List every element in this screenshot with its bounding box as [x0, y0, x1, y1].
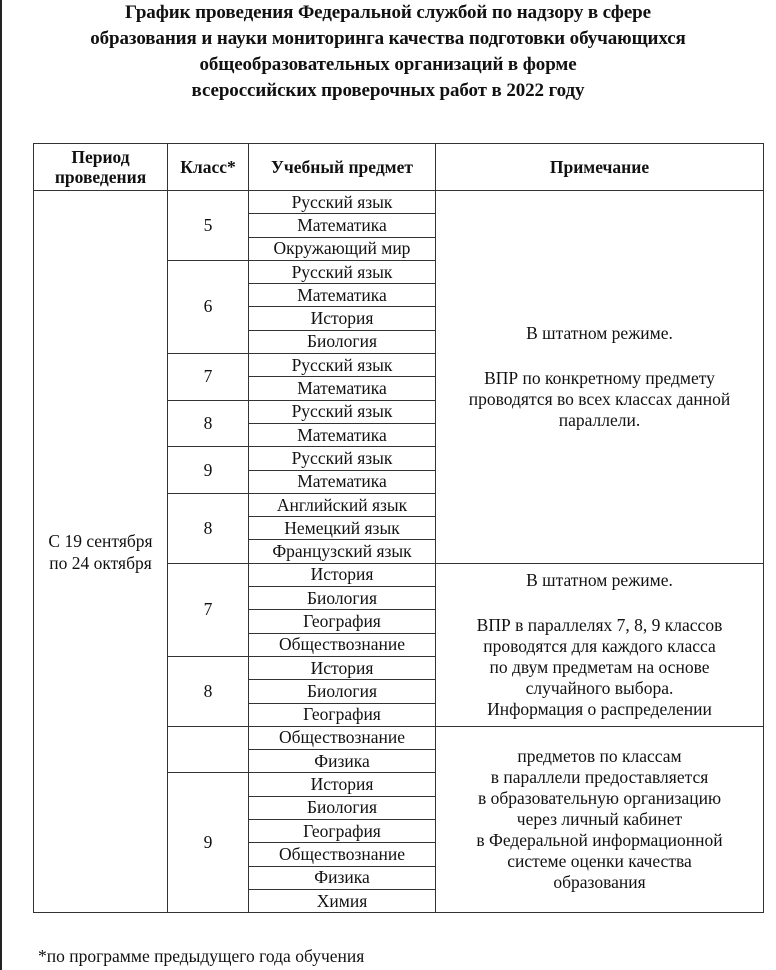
- note-line: в Федеральной информационной: [476, 830, 723, 851]
- header-class: Класс*: [168, 144, 249, 191]
- note-line: Информация о распределении: [487, 698, 712, 719]
- subject-cell: Обществознание: [249, 843, 436, 866]
- subject-cell: Физика: [249, 750, 436, 773]
- note-line: случайного выбора.: [525, 677, 674, 698]
- subject-cell: Русский язык: [249, 400, 436, 423]
- subject-cell: История: [249, 773, 436, 796]
- header-subject: Учебный предмет: [249, 144, 436, 191]
- subject-cell: Математика: [249, 214, 436, 237]
- note-line: В штатном режиме.: [526, 323, 673, 344]
- subject-cell: Немецкий язык: [249, 517, 436, 540]
- note-line: через личный кабинет: [516, 809, 683, 830]
- header-note: Примечание: [436, 144, 764, 191]
- subject-cell: История: [249, 307, 436, 330]
- footnote: *по программе предыдущего года обучения: [38, 946, 365, 966]
- table-row: [34, 191, 764, 214]
- subject-cell: Обществознание: [249, 726, 436, 749]
- subject-cell: Русский язык: [249, 260, 436, 283]
- note-line: предметов по классам: [517, 746, 682, 767]
- note-line: В штатном режиме.: [526, 569, 673, 590]
- note-cell-distribution-info: [436, 726, 764, 912]
- subject-cell: География: [249, 610, 436, 633]
- title-line-2: образования и науки мониторинга качества подготовки обучающихся: [90, 28, 686, 49]
- note-line: в образовательную организацию: [477, 788, 722, 809]
- class-cell: 8: [168, 656, 249, 726]
- subject-cell: Русский язык: [249, 447, 436, 470]
- class-cell: 5: [168, 191, 249, 261]
- subject-cell: Биология: [249, 680, 436, 703]
- class-cell: 9: [168, 773, 249, 913]
- title-line-4: всероссийских проверочных работ в 2022 году: [191, 80, 585, 101]
- title-line-3: общеобразовательных организаций в форме: [199, 54, 577, 75]
- subject-cell: Химия: [249, 889, 436, 912]
- class-cell: 8: [168, 400, 249, 447]
- class-cell: 8: [168, 493, 249, 563]
- subject-cell: Математика: [249, 377, 436, 400]
- subject-cell: История: [249, 656, 436, 679]
- subject-cell: Математика: [249, 423, 436, 446]
- note-line: системе оценки качества: [507, 851, 692, 872]
- subject-cell: Математика: [249, 470, 436, 493]
- note-line: образования: [553, 872, 646, 893]
- subject-cell: Биология: [249, 330, 436, 353]
- class-cell: 9: [168, 447, 249, 494]
- note-line: по двум предметам на основе: [489, 656, 710, 677]
- subject-cell: История: [249, 563, 436, 586]
- class-cell: 6: [168, 260, 249, 353]
- subject-cell: Окружающий мир: [249, 237, 436, 260]
- table-header-row: [34, 144, 764, 191]
- class-cell: [168, 726, 249, 773]
- note-cell-standard: [436, 191, 764, 564]
- subject-cell: Английский язык: [249, 493, 436, 516]
- note-line: проводятся для каждого класса: [483, 635, 716, 656]
- document-title: [0, 0, 776, 104]
- subject-cell: Русский язык: [249, 191, 436, 214]
- subject-cell: Биология: [249, 796, 436, 819]
- note-line: в параллели предоставляется: [490, 767, 709, 788]
- subject-cell: Математика: [249, 284, 436, 307]
- class-cell: 7: [168, 354, 249, 401]
- note-line: ВПР в параллелях 7, 8, 9 классов: [476, 614, 723, 635]
- subject-cell: География: [249, 820, 436, 843]
- header-period: Период проведения: [34, 144, 168, 191]
- note-line: ВПР по конкретному предмету проводятся во всех классах данной параллели.: [468, 367, 731, 430]
- page-edge-line: [0, 0, 2, 970]
- subject-cell: География: [249, 703, 436, 726]
- subject-cell: Русский язык: [249, 354, 436, 377]
- subject-cell: Биология: [249, 587, 436, 610]
- subject-cell: Обществознание: [249, 633, 436, 656]
- period-cell: С 19 сентября по 24 октября: [34, 191, 168, 913]
- class-cell: 7: [168, 563, 249, 656]
- subject-cell: Физика: [249, 866, 436, 889]
- title-line-1: График проведения Федеральной службой по надзору в сфере: [125, 2, 651, 23]
- note-cell-random-selection: [436, 563, 764, 726]
- schedule-table: [33, 143, 764, 913]
- subject-cell: Французский язык: [249, 540, 436, 563]
